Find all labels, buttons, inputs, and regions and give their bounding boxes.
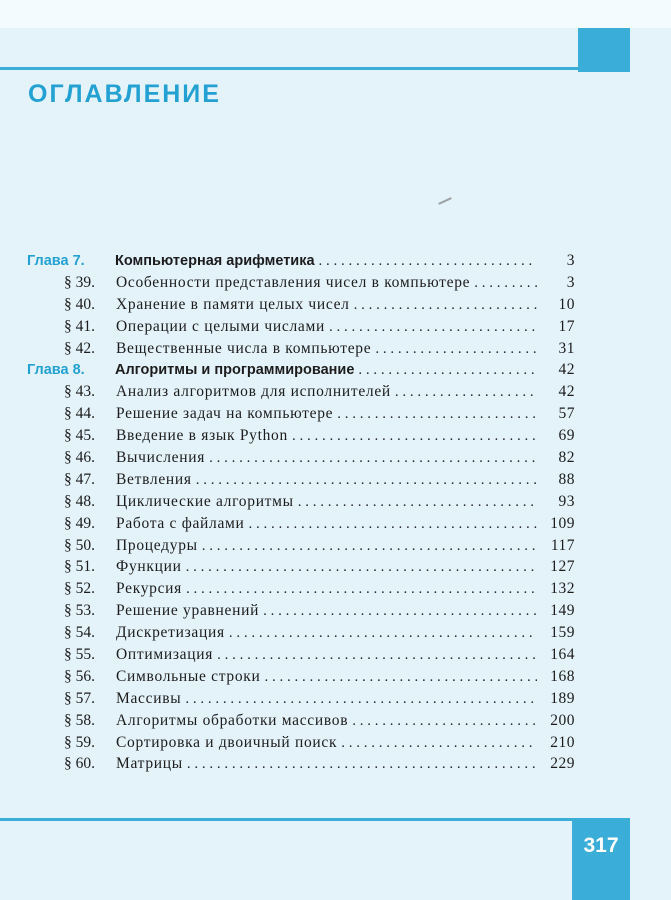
section-title: Сортировка и двоичный поиск [116, 733, 338, 751]
section-title: Алгоритмы обработки массивов [116, 711, 349, 729]
dot-leader [186, 581, 537, 598]
dot-leader [352, 713, 537, 730]
toc-page-number: 149 [550, 602, 575, 620]
section-title: Рекурсия [116, 580, 183, 598]
toc-page-number: 168 [550, 667, 575, 685]
toc-section-row[interactable] [0, 602, 671, 624]
toc-section-row[interactable] [0, 558, 671, 580]
dot-leader [209, 450, 537, 467]
toc-section-row[interactable] [0, 668, 671, 690]
dot-leader [249, 516, 537, 533]
toc-page-number: 69 [558, 427, 575, 445]
toc-entry-label [27, 253, 315, 269]
table-of-contents [0, 252, 671, 777]
header-rule [0, 67, 580, 70]
dot-leader [319, 253, 537, 270]
toc-entry-label [64, 602, 259, 620]
toc-page-number: 189 [550, 689, 575, 707]
toc-entry-label [64, 318, 325, 336]
toc-entry-label [64, 515, 245, 533]
section-number: § 42. [64, 339, 95, 357]
dot-leader [395, 384, 537, 401]
toc-entry-label [64, 580, 182, 598]
toc-entry-label [64, 493, 294, 511]
dot-leader [474, 275, 537, 292]
section-number: § 41. [64, 317, 95, 335]
toc-section-row[interactable] [0, 471, 671, 493]
section-title: Работа с файлами [116, 514, 245, 532]
dot-leader [298, 494, 537, 511]
toc-page-number: 229 [550, 755, 575, 773]
toc-page-number: 88 [558, 470, 575, 488]
section-title: Дискретизация [116, 624, 225, 642]
section-number: § 52. [64, 580, 95, 598]
section-number: § 57. [64, 689, 95, 707]
section-number: § 43. [64, 383, 95, 401]
toc-entry-label [64, 690, 181, 708]
section-number: § 44. [64, 405, 95, 423]
footer-rule [0, 818, 576, 821]
pen-mark [438, 197, 452, 205]
section-title: Матрицы [116, 755, 183, 773]
toc-section-row[interactable] [0, 274, 671, 296]
toc-entry-label [64, 471, 192, 489]
section-title: Введение в язык Python [116, 427, 288, 445]
toc-entry-label [64, 427, 288, 445]
header-color-band [578, 28, 630, 72]
toc-page-number: 93 [558, 492, 575, 510]
chapter-number: Глава 7. [27, 253, 85, 269]
section-number: § 46. [64, 449, 95, 467]
section-title: Анализ алгоритмов для исполнителей [116, 383, 391, 401]
toc-section-row[interactable] [0, 449, 671, 471]
dot-leader [375, 341, 537, 358]
toc-entry-label [64, 383, 391, 401]
dot-leader [341, 735, 537, 752]
dot-leader [202, 538, 537, 555]
toc-page-number: 42 [558, 383, 575, 401]
chapter-number: Глава 8. [27, 362, 85, 379]
section-title: Циклические алгоритмы [116, 492, 294, 510]
toc-page-number: 10 [558, 295, 575, 313]
toc-page-number: 31 [558, 339, 575, 357]
toc-section-row[interactable] [0, 296, 671, 318]
toc-section-row[interactable] [0, 340, 671, 362]
toc-section-row[interactable] [0, 515, 671, 537]
section-title: Вещественные числа в компьютере [116, 339, 372, 357]
section-number: § 58. [64, 711, 95, 729]
toc-page-number: 200 [550, 711, 575, 729]
toc-page-number: 117 [550, 536, 575, 554]
section-number: § 39. [64, 273, 95, 291]
section-title: Особенности представления чисел в компьютере [116, 273, 471, 291]
section-title: Функции [116, 558, 182, 576]
dot-leader [229, 625, 537, 642]
section-title: Решение уравнений [116, 602, 260, 620]
toc-section-row[interactable] [0, 690, 671, 712]
dot-leader [292, 428, 537, 445]
toc-entry-label [64, 646, 213, 664]
section-title: Ветвления [116, 470, 192, 488]
section-title: Операции с целыми числами [116, 317, 326, 335]
section-number: § 55. [64, 646, 95, 664]
section-number: § 48. [64, 492, 95, 510]
section-title: Массивы [116, 689, 182, 707]
toc-section-row[interactable] [0, 580, 671, 602]
toc-page-number: 3 [566, 273, 575, 291]
toc-section-row[interactable] [0, 712, 671, 734]
toc-chapter-row[interactable] [0, 361, 671, 383]
page-top-edge [0, 0, 671, 28]
dot-leader [329, 319, 537, 336]
dot-leader [217, 647, 537, 664]
page-title: ОГЛАВЛЕНИЕ [28, 80, 221, 108]
section-title: Процедуры [116, 536, 198, 554]
section-number: § 45. [64, 427, 95, 445]
section-number: § 51. [64, 558, 95, 576]
dot-leader [263, 603, 537, 620]
toc-entry-label [64, 449, 205, 467]
toc-entry-label [64, 274, 470, 292]
chapter-title: Алгоритмы и программирование [115, 362, 355, 379]
toc-section-row[interactable] [0, 318, 671, 340]
section-title: Решение задач на компьютере [116, 405, 334, 423]
toc-entry-label [64, 537, 198, 555]
section-number: § 47. [64, 470, 95, 488]
section-title: Вычисления [116, 449, 206, 467]
toc-section-row[interactable] [0, 755, 671, 777]
toc-entry-label [64, 712, 348, 730]
toc-section-row[interactable] [0, 537, 671, 559]
toc-chapter-row[interactable] [0, 252, 671, 274]
toc-page-number: 42 [558, 361, 575, 379]
toc-entry-label [27, 362, 354, 378]
dot-leader [187, 756, 537, 773]
toc-page-number: 82 [558, 449, 575, 467]
dot-leader [337, 406, 537, 423]
section-title: Оптимизация [116, 646, 214, 664]
toc-page-number: 132 [550, 580, 575, 598]
toc-entry-label [64, 755, 183, 773]
dot-leader [354, 297, 537, 314]
toc-entry-label [64, 340, 371, 358]
dot-leader [185, 691, 537, 708]
toc-entry-label [64, 668, 261, 686]
toc-page-number: 3 [566, 252, 575, 269]
toc-section-row[interactable] [0, 646, 671, 668]
toc-section-row[interactable] [0, 383, 671, 405]
section-number: § 54. [64, 624, 95, 642]
page-number: 317 [583, 834, 619, 857]
toc-page-number: 210 [550, 733, 575, 751]
toc-section-row[interactable] [0, 427, 671, 449]
toc-page-number: 109 [550, 514, 575, 532]
section-number: § 56. [64, 667, 95, 685]
section-title: Хранение в памяти целых чисел [116, 295, 350, 313]
section-number: § 50. [64, 536, 95, 554]
toc-section-row[interactable] [0, 405, 671, 427]
toc-page-number: 17 [558, 317, 575, 335]
section-number: § 60. [64, 755, 95, 773]
toc-entry-label [64, 558, 182, 576]
toc-entry-label [64, 734, 337, 752]
toc-section-row[interactable] [0, 734, 671, 756]
toc-page-number: 164 [550, 646, 575, 664]
section-number: § 59. [64, 733, 95, 751]
chapter-title: Компьютерная арифметика [115, 253, 315, 269]
toc-section-row[interactable] [0, 493, 671, 515]
toc-page-number: 57 [558, 405, 575, 423]
section-number: § 40. [64, 295, 95, 313]
toc-section-row[interactable] [0, 624, 671, 646]
toc-entry-label [64, 405, 333, 423]
section-number: § 49. [64, 514, 95, 532]
toc-entry-label [64, 296, 350, 314]
toc-page-number: 159 [550, 624, 575, 642]
dot-leader [265, 669, 537, 686]
dot-leader [196, 472, 537, 489]
dot-leader [358, 362, 537, 379]
toc-entry-label [64, 624, 225, 642]
toc-page-number: 127 [550, 558, 575, 576]
section-number: § 53. [64, 602, 95, 620]
dot-leader [186, 559, 537, 576]
page-number-tab [572, 818, 630, 900]
section-title: Символьные строки [116, 667, 261, 685]
